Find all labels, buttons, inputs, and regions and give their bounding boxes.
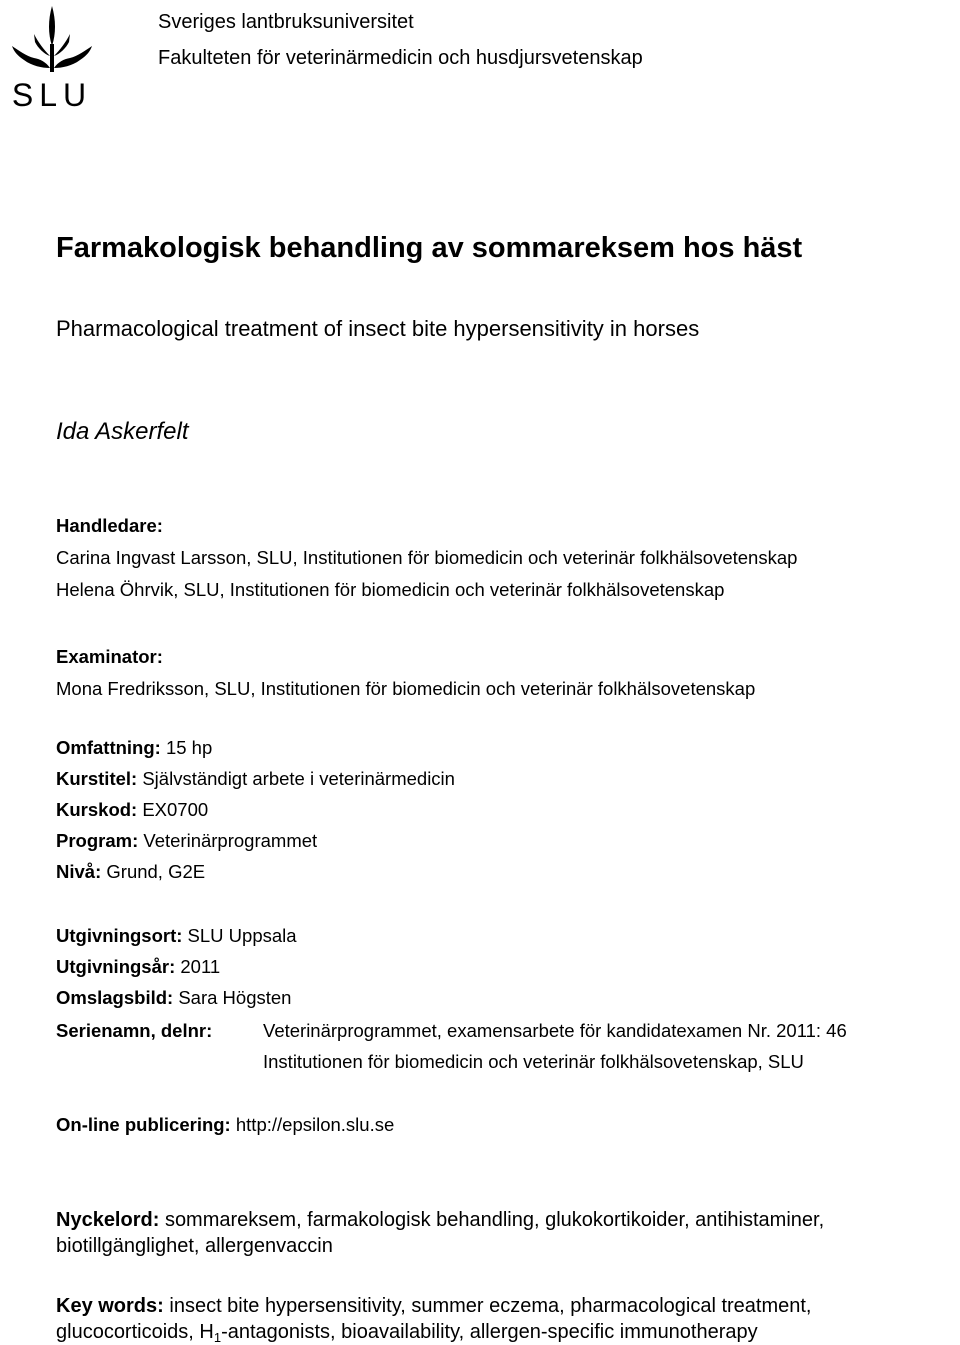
examiner-label: Examinator: [56,646,163,667]
keywords-en-text: -antagonists, bioavailability, allergen-specific immunotherapy [221,1321,758,1343]
course-value: 15 hp [165,737,213,758]
keywords-sv-text: sommareksem, farmakologisk behandling, glukokortikoider, antihistaminer, [164,1209,825,1231]
thesis-title: Farmakologisk behandling av sommareksem hos häst [56,232,803,264]
course-label: Nivå: [56,861,102,882]
keywords-en-line [56,1293,811,1319]
publication-value: SLU Uppsala [187,925,297,946]
online-row [56,1113,394,1137]
keywords-sv-line [56,1207,824,1233]
publication-row [56,924,297,948]
course-row [56,860,205,884]
course-value: Grund, G2E [106,861,206,882]
online-link[interactable]: http://epsilon.slu.se [235,1114,395,1135]
publication-value: Sara Högsten [178,987,292,1008]
series-label: Serienamn, delnr: [56,1020,213,1041]
publication-row [56,955,220,979]
keywords-sv-text: biotillgänglighet, allergenvaccin [56,1235,333,1257]
supervisors-label: Handledare: [56,515,163,536]
course-row [56,829,317,853]
course-row [56,736,212,760]
online-label: On-line publicering: [56,1114,231,1135]
faculty-name: Fakulteten för veterinärmedicin och husdjursvetenskap [158,47,643,69]
keywords-en-text: insect bite hypersensitivity, summer eczema, pharmacological treatment, [169,1295,812,1317]
keywords-en-label: Key words: [56,1295,164,1317]
publication-value: 2011 [180,956,221,977]
keywords-sv-label: Nyckelord: [56,1209,160,1231]
examiner-line: Mona Fredriksson, SLU, Institutionen för biomedicin och veterinär folkhälsovetenskap [56,678,756,699]
publication-label: Utgivningsår: [56,956,176,977]
thesis-subtitle: Pharmacological treatment of insect bite hypersensitivity in horses [56,316,700,341]
subscript: 1 [213,1330,222,1345]
publication-row [56,986,291,1010]
supervisor-line: Carina Ingvast Larsson, SLU, Institutionen för biomedicin och veterinär folkhälsovetenskap [56,547,798,568]
slu-emblem-icon [8,2,98,110]
supervisor-line: Helena Öhrvik, SLU, Institutionen för biomedicin och veterinär folkhälsovetenskap [56,579,725,600]
course-value: EX0700 [142,799,209,820]
keywords-en-line2 [56,1319,758,1345]
course-label: Program: [56,830,139,851]
course-value: Veterinärprogrammet [143,830,318,851]
course-value: Självständigt arbete i veterinärmedicin [142,768,455,789]
publication-label: Omslagsbild: [56,987,174,1008]
course-row [56,767,455,791]
course-label: Kurstitel: [56,768,138,789]
keywords-en-text: glucocorticoids, H [56,1321,214,1343]
series-line: Veterinärprogrammet, examensarbete för kandidatexamen Nr. 2011: 46 [263,1020,847,1041]
slu-logo [8,2,98,110]
course-label: Omfattning: [56,737,161,758]
course-label: Kurskod: [56,799,138,820]
course-row [56,798,208,822]
university-name: Sveriges lantbruksuniversitet [158,11,414,33]
author-name: Ida Askerfelt [56,418,189,445]
series-line: Institutionen för biomedicin och veterinär folkhälsovetenskap, SLU [263,1051,804,1072]
publication-label: Utgivningsort: [56,925,183,946]
logo-text: SLU [11,77,93,110]
